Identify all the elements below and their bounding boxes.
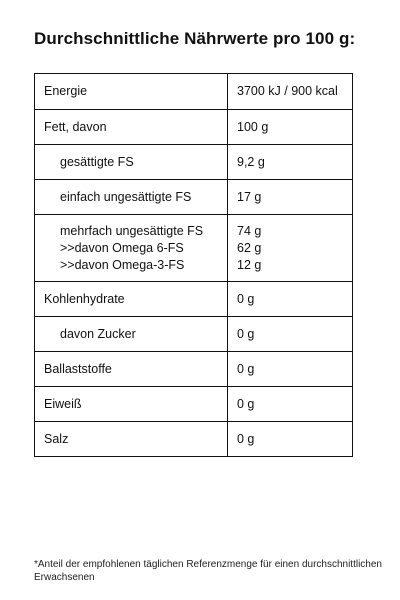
table-row-eiweiss [35,387,353,422]
row-label: davon Zucker [35,317,228,352]
row-value: 74 g [237,223,262,238]
row-sub-value-omega-3: 12 g [237,257,262,272]
row-value: 3700 kJ / 900 kcal [228,74,353,110]
row-value-group [228,215,353,282]
table-row-kohlenhydrate [35,282,353,317]
table-row-davon-zucker [35,317,353,352]
row-label: Fett, davon [35,110,228,145]
row-value: 0 g [228,352,353,387]
row-sub-label-omega-6: >>davon Omega 6-FS [60,240,184,255]
row-label: Eiweiß [35,387,228,422]
row-value: 0 g [228,282,353,317]
row-label: mehrfach ungesättigte FS [60,223,204,238]
row-sub-label-omega-3: >>davon Omega-3-FS [60,257,185,272]
table-row-mehrfach-ungesaettigte-fs [35,215,353,282]
row-value: 100 g [228,110,353,145]
row-label: Energie [35,74,228,110]
row-value: 0 g [228,387,353,422]
row-value: 9,2 g [228,145,353,180]
nutrition-title: Durchschnittliche Nährwerte pro 100 g: [34,29,356,48]
row-label: Ballaststoffe [35,352,228,387]
table-row-energie [35,74,353,110]
row-label: Kohlenhydrate [35,282,228,317]
table-row-gesaettigte-fs [35,145,353,180]
table-row-einfach-ungesaettigte-fs [35,180,353,215]
row-value: 0 g [228,317,353,352]
row-label: Salz [35,422,228,457]
nutrition-table [34,73,353,457]
row-label-group [35,215,228,282]
table-row-fett [35,110,353,145]
row-label: gesättigte FS [35,145,228,180]
row-label: einfach ungesättigte FS [35,180,228,215]
row-value: 0 g [228,422,353,457]
table-row-ballaststoffe [35,352,353,387]
row-sub-value-omega-6: 62 g [237,240,262,255]
table-row-salz [35,422,353,457]
row-value: 17 g [228,180,353,215]
footnote: *Anteil der empfohlenen täglichen Referenzmenge für einen durchschnittlichen Erwachsenen [34,559,382,583]
